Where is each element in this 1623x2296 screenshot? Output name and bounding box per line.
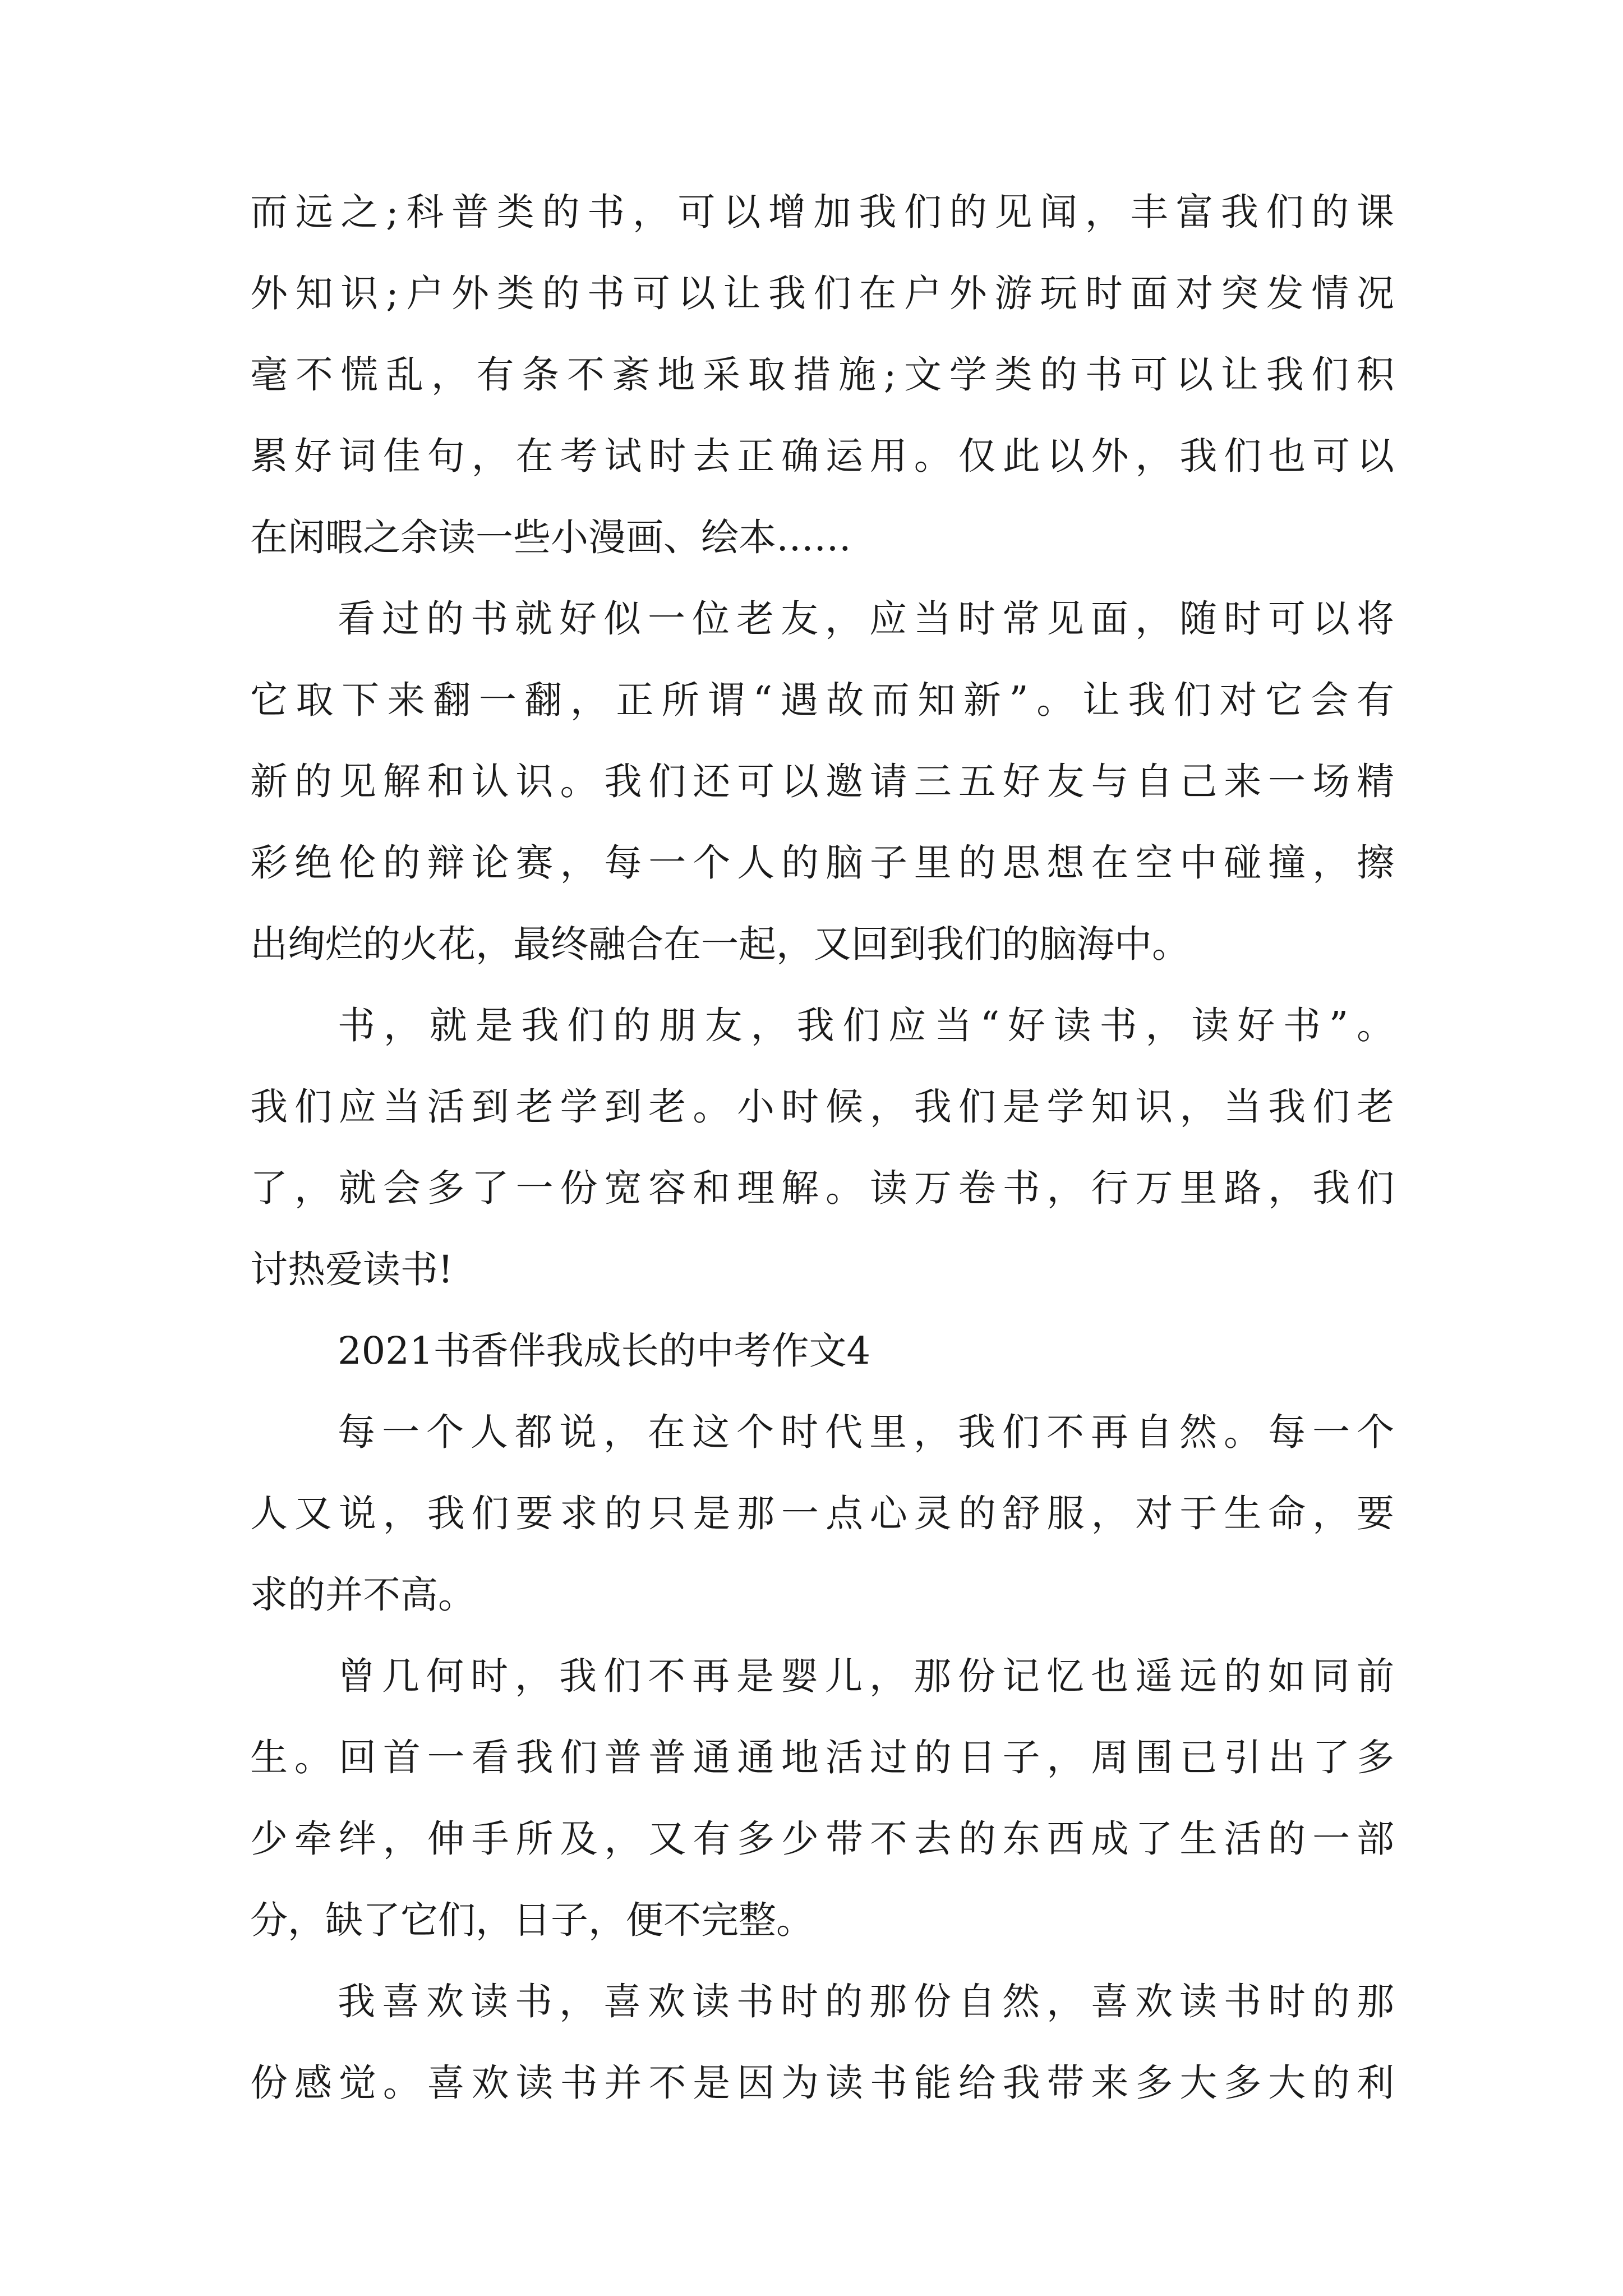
text-line: 外知识;户外类的书可以让我们在户外游玩时面对突发情况: [250, 272, 1394, 315]
section-heading: 2021书香伴我成长的中考作文4: [338, 1329, 871, 1373]
text-line: 而远之;科普类的书，可以增加我们的见闻，丰富我们的课: [250, 190, 1394, 234]
text-line: 讨热爱读书!: [250, 1248, 453, 1291]
text-line: 新的见解和认识。我们还可以邀请三五好友与自己来一场精: [250, 760, 1394, 803]
text-line: 彩绝伦的辩论赛，每一个人的脑子里的思想在空中碰撞，擦: [250, 841, 1394, 885]
text-line: 在闲暇之余读一些小漫画、绘本……: [250, 516, 851, 559]
text-line: 曾几何时，我们不再是婴儿，那份记忆也遥远的如同前: [338, 1654, 1394, 1698]
text-line: 出绚烂的火花，最终融合在一起，又回到我们的脑海中。: [250, 922, 1189, 966]
text-line: 我喜欢读书，喜欢读书时的那份自然，喜欢读书时的那: [338, 1980, 1394, 2023]
text-line: 每一个人都说，在这个时代里，我们不再自然。每一个: [338, 1410, 1394, 1454]
text-line: 我们应当活到老学到老。小时候，我们是学知识，当我们老: [250, 1085, 1394, 1129]
text-line: 份感觉。喜欢读书并不是因为读书能给我带来多大多大的利: [250, 2061, 1394, 2105]
text-line: 毫不慌乱，有条不紊地采取措施;文学类的书可以让我们积: [250, 353, 1394, 397]
text-line: 人又说，我们要求的只是那一点心灵的舒服，对于生命，要: [250, 1492, 1394, 1535]
text-line: 分，缺了它们，日子，便不完整。: [250, 1898, 814, 1942]
text-line: 生。回首一看我们普普通通地活过的日子，周围已引出了多: [250, 1736, 1394, 1779]
text-line: 求的并不高。: [250, 1573, 476, 1617]
text-line: 看过的书就好似一位老友，应当时常见面，随时可以将: [338, 597, 1394, 641]
text-line: 少牵绊，伸手所及，又有多少带不去的东西成了生活的一部: [250, 1817, 1394, 1861]
text-line: 了，就会多了一份宽容和理解。读万卷书，行万里路，我们: [250, 1166, 1394, 1210]
text-line: 它取下来翻一翻，正所谓“遇故而知新”。让我们对它会有: [250, 678, 1394, 722]
text-line: 书，就是我们的朋友，我们应当“好读书，读好书”。: [338, 1004, 1394, 1047]
text-line: 累好词佳句，在考试时去正确运用。仅此以外，我们也可以: [250, 434, 1394, 478]
